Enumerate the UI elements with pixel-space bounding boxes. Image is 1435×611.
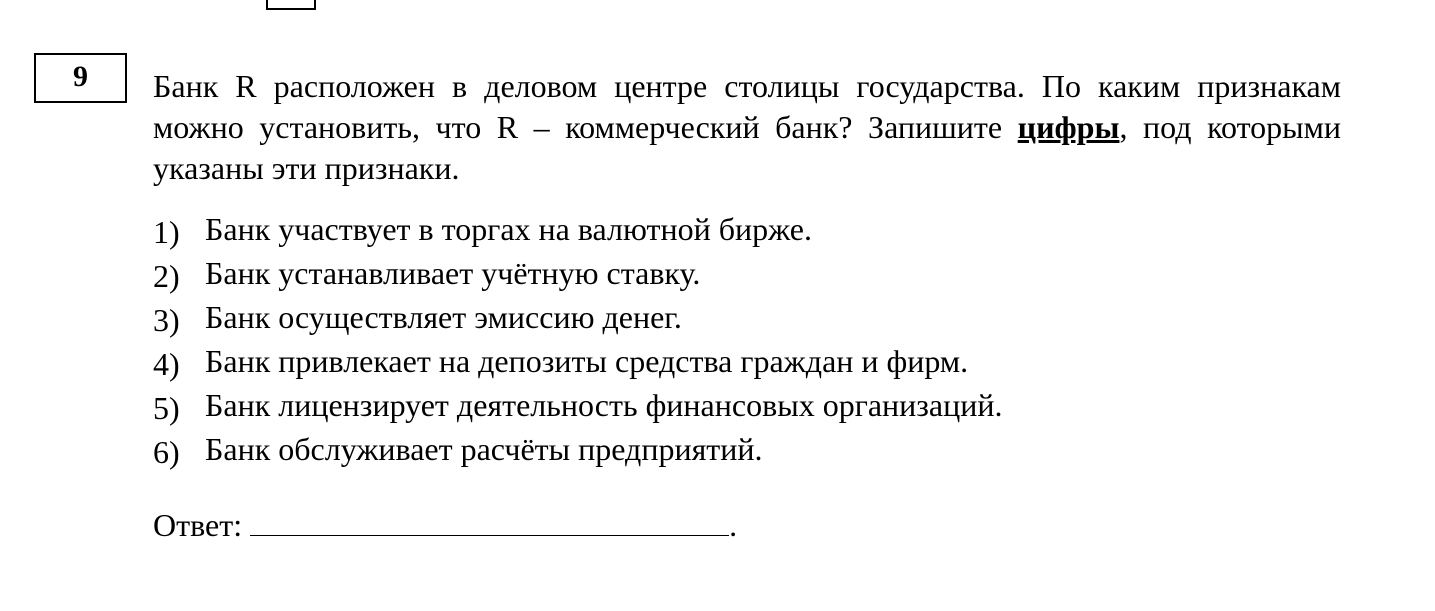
option-number: 6) <box>153 434 180 470</box>
answer-end-mark: . <box>729 507 738 543</box>
option-number: 4) <box>153 346 180 382</box>
question-emphasis: цифры <box>1017 109 1120 145</box>
option-item-2 <box>153 251 1002 295</box>
option-item-1 <box>153 207 1002 251</box>
option-item-5 <box>153 383 1002 427</box>
option-number: 5) <box>153 390 180 426</box>
task-number-box <box>34 53 127 103</box>
question-text-end: , под которыми указаны эти признаки. <box>153 109 1342 186</box>
answer-options-list <box>153 207 1002 471</box>
option-text: Банк участвует в торгах на валютной бирже. <box>205 211 812 247</box>
previous-answer-box-fragment <box>266 0 316 10</box>
option-text: Банк лицензирует деятельность финансовых организаций. <box>205 387 1003 423</box>
task-question <box>153 66 1341 189</box>
answer-line <box>153 503 737 547</box>
option-item-4 <box>153 339 1002 383</box>
option-text: Банк устанавливает учётную ставку. <box>205 255 701 291</box>
option-number: 2) <box>153 258 180 294</box>
question-text-start: Банк R расположен в деловом центре столицы государства. По каким признакам можно установить, что R – коммерческий банк? Запишите <box>153 68 1341 145</box>
option-item-3 <box>153 295 1002 339</box>
option-text: Банк осуществляет эмиссию денег. <box>205 299 682 335</box>
answer-label: Ответ: <box>153 507 243 543</box>
answer-blank-field[interactable] <box>250 505 729 536</box>
option-number: 3) <box>153 302 180 338</box>
option-item-6 <box>153 427 1002 471</box>
option-text: Банк обслуживает расчёты предприятий. <box>205 431 763 467</box>
task-number: 9 <box>73 60 88 93</box>
option-text: Банк привлекает на депозиты средства граждан и фирм. <box>205 343 969 379</box>
option-number: 1) <box>153 214 180 250</box>
